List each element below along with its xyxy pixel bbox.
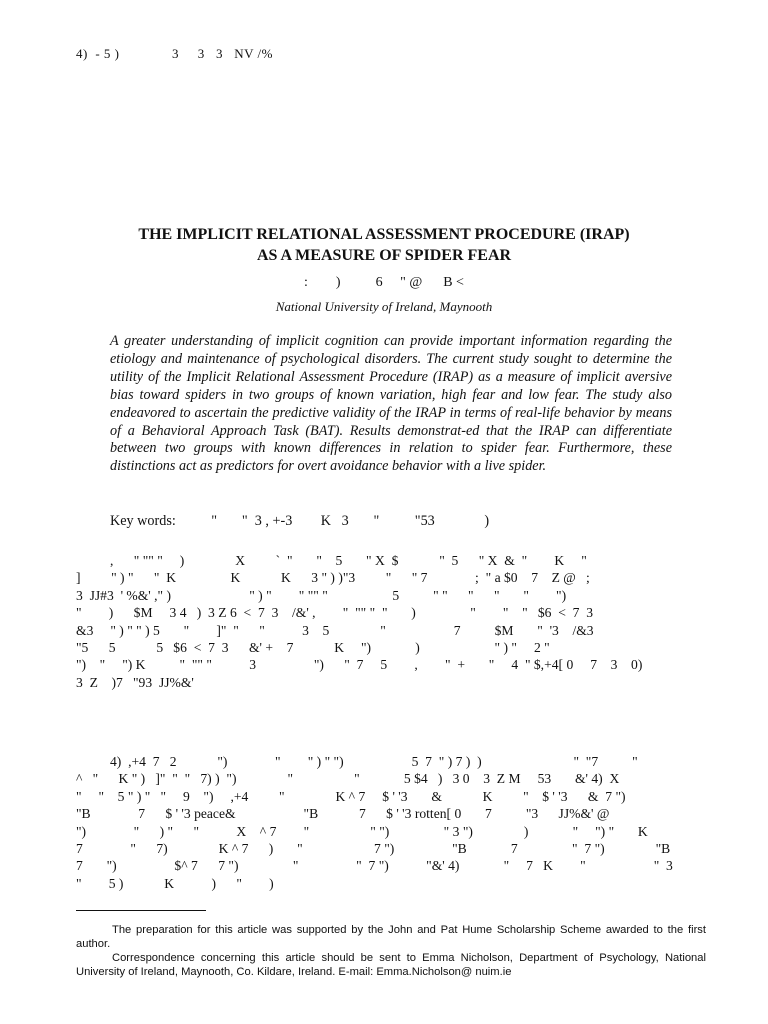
key-words: Key words: " " 3 , +-3 K 3 " "53 ) [110, 513, 490, 529]
title-line-1: THE IMPLICIT RELATIONAL ASSESSMENT PROCEDURE (IRAP) [138, 226, 630, 243]
running-head: 4) - 5 ) 3 3 3 NV /% [76, 46, 273, 61]
body-line: ] " ) " " K K K 3 " ) )"3 " " 7 ; " a $0 7 Z @ ; [76, 570, 590, 586]
body-line: 7 ") $^ 7 7 ") " " 7 ") "&' 4) " 7 K " " 3 [76, 858, 673, 874]
body-paragraph-2 [76, 753, 706, 892]
footnote-funding-text: The preparation for this article was supported by the John and Pat Hume Scholarship Scheme awarded to the first author. [76, 924, 706, 951]
body-line: ") " ) " " X ^ 7 " " ") " 3 ") ) " ") " K [76, 823, 648, 839]
footnote-funding [76, 923, 706, 951]
body-line: 3 JJ#3 ' %&' ," ) " ) " " "" " 5 " " " " " ") [76, 587, 567, 603]
body-line: " ) $M 3 4 ) 3 Z 6 < 7 3 /&' , " "" " " ) " " " $6 < 7 3 [76, 605, 594, 621]
body-line: 4) ,+4 7 2 ") " " ) " ") 5 7 " ) 7 ) ) " "7 " [76, 754, 638, 769]
footnote-divider [76, 910, 206, 911]
footnote-correspondence [76, 951, 706, 979]
body-line: " 5 ) K ) " ) [76, 875, 274, 891]
abstract: A greater understanding of implicit cognition can provide important information regarding the etiology and maintenance of psychological disorders. The current study sought to determine the utility of the Implicit Relational Assessment Procedure (IRAP) as a measure of implicit aversive bias toward spiders in two groups of known variation, high fear and low fear. The study also endeavored to ascertain the predictive validity of the IRAP in terms of real-life behavior by means of a Behavioral Approach Task (BAT). Results demonstrat-ed that the IRAP can differentiate between two groups with known differences in relation to spider fear. Furthermore, these distinctions act as predictors for overt avoidance behavior with a live spider. [110, 333, 672, 475]
body-line: "B 7 $ ' '3 peace& "B 7 $ ' '3 rotten[ 0 7 "3 JJ%&' @ [76, 806, 610, 822]
body-paragraph-1 [76, 552, 706, 691]
body-line: 3 Z )7 "93 JJ%&' [76, 674, 194, 690]
article-title [0, 224, 768, 266]
body-line: ") " ") K " "" " 3 ") " 7 5 , " + " 4 " $,+4[ 0 7 3 0) [76, 657, 643, 673]
body-line: , " "" " ) X ` " " 5 " X $ " 5 " X & " K " [76, 553, 587, 568]
footnote-correspondence-text: Correspondence concerning this article should be sent to Emma Nicholson, Department of Psychology, National University of Ireland, Maynooth, Co. Kildare, Ireland. E-mail: Emma.Nicholson@ nuim.ie [76, 952, 706, 979]
body-line: "5 5 5 $6 < 7 3 &' + 7 K ") ) " ) " 2 " [76, 639, 550, 655]
body-line: &3 " ) " " ) 5 " ]" " " 3 5 " 7 $M " '3 /&3 [76, 622, 594, 638]
affiliation: National University of Ireland, Maynooth [275, 299, 493, 314]
body-line: " " 5 " ) " " 9 ") ,+4 " K ^ 7 $ ' '3 & K " $ ' '3 & 7 ") [76, 788, 626, 804]
body-line: ^ " K " ) ]" " " 7) ) ") " " 5 $4 ) 3 0 3 Z M 53 &' 4) X [76, 771, 620, 787]
author-line: : ) 6 " @ B < [304, 275, 464, 290]
title-line-2: AS A MEASURE OF SPIDER FEAR [256, 247, 512, 264]
body-line: 7 " 7) K ^ 7 ) " 7 ") "B 7 " 7 ") "B [76, 840, 671, 856]
